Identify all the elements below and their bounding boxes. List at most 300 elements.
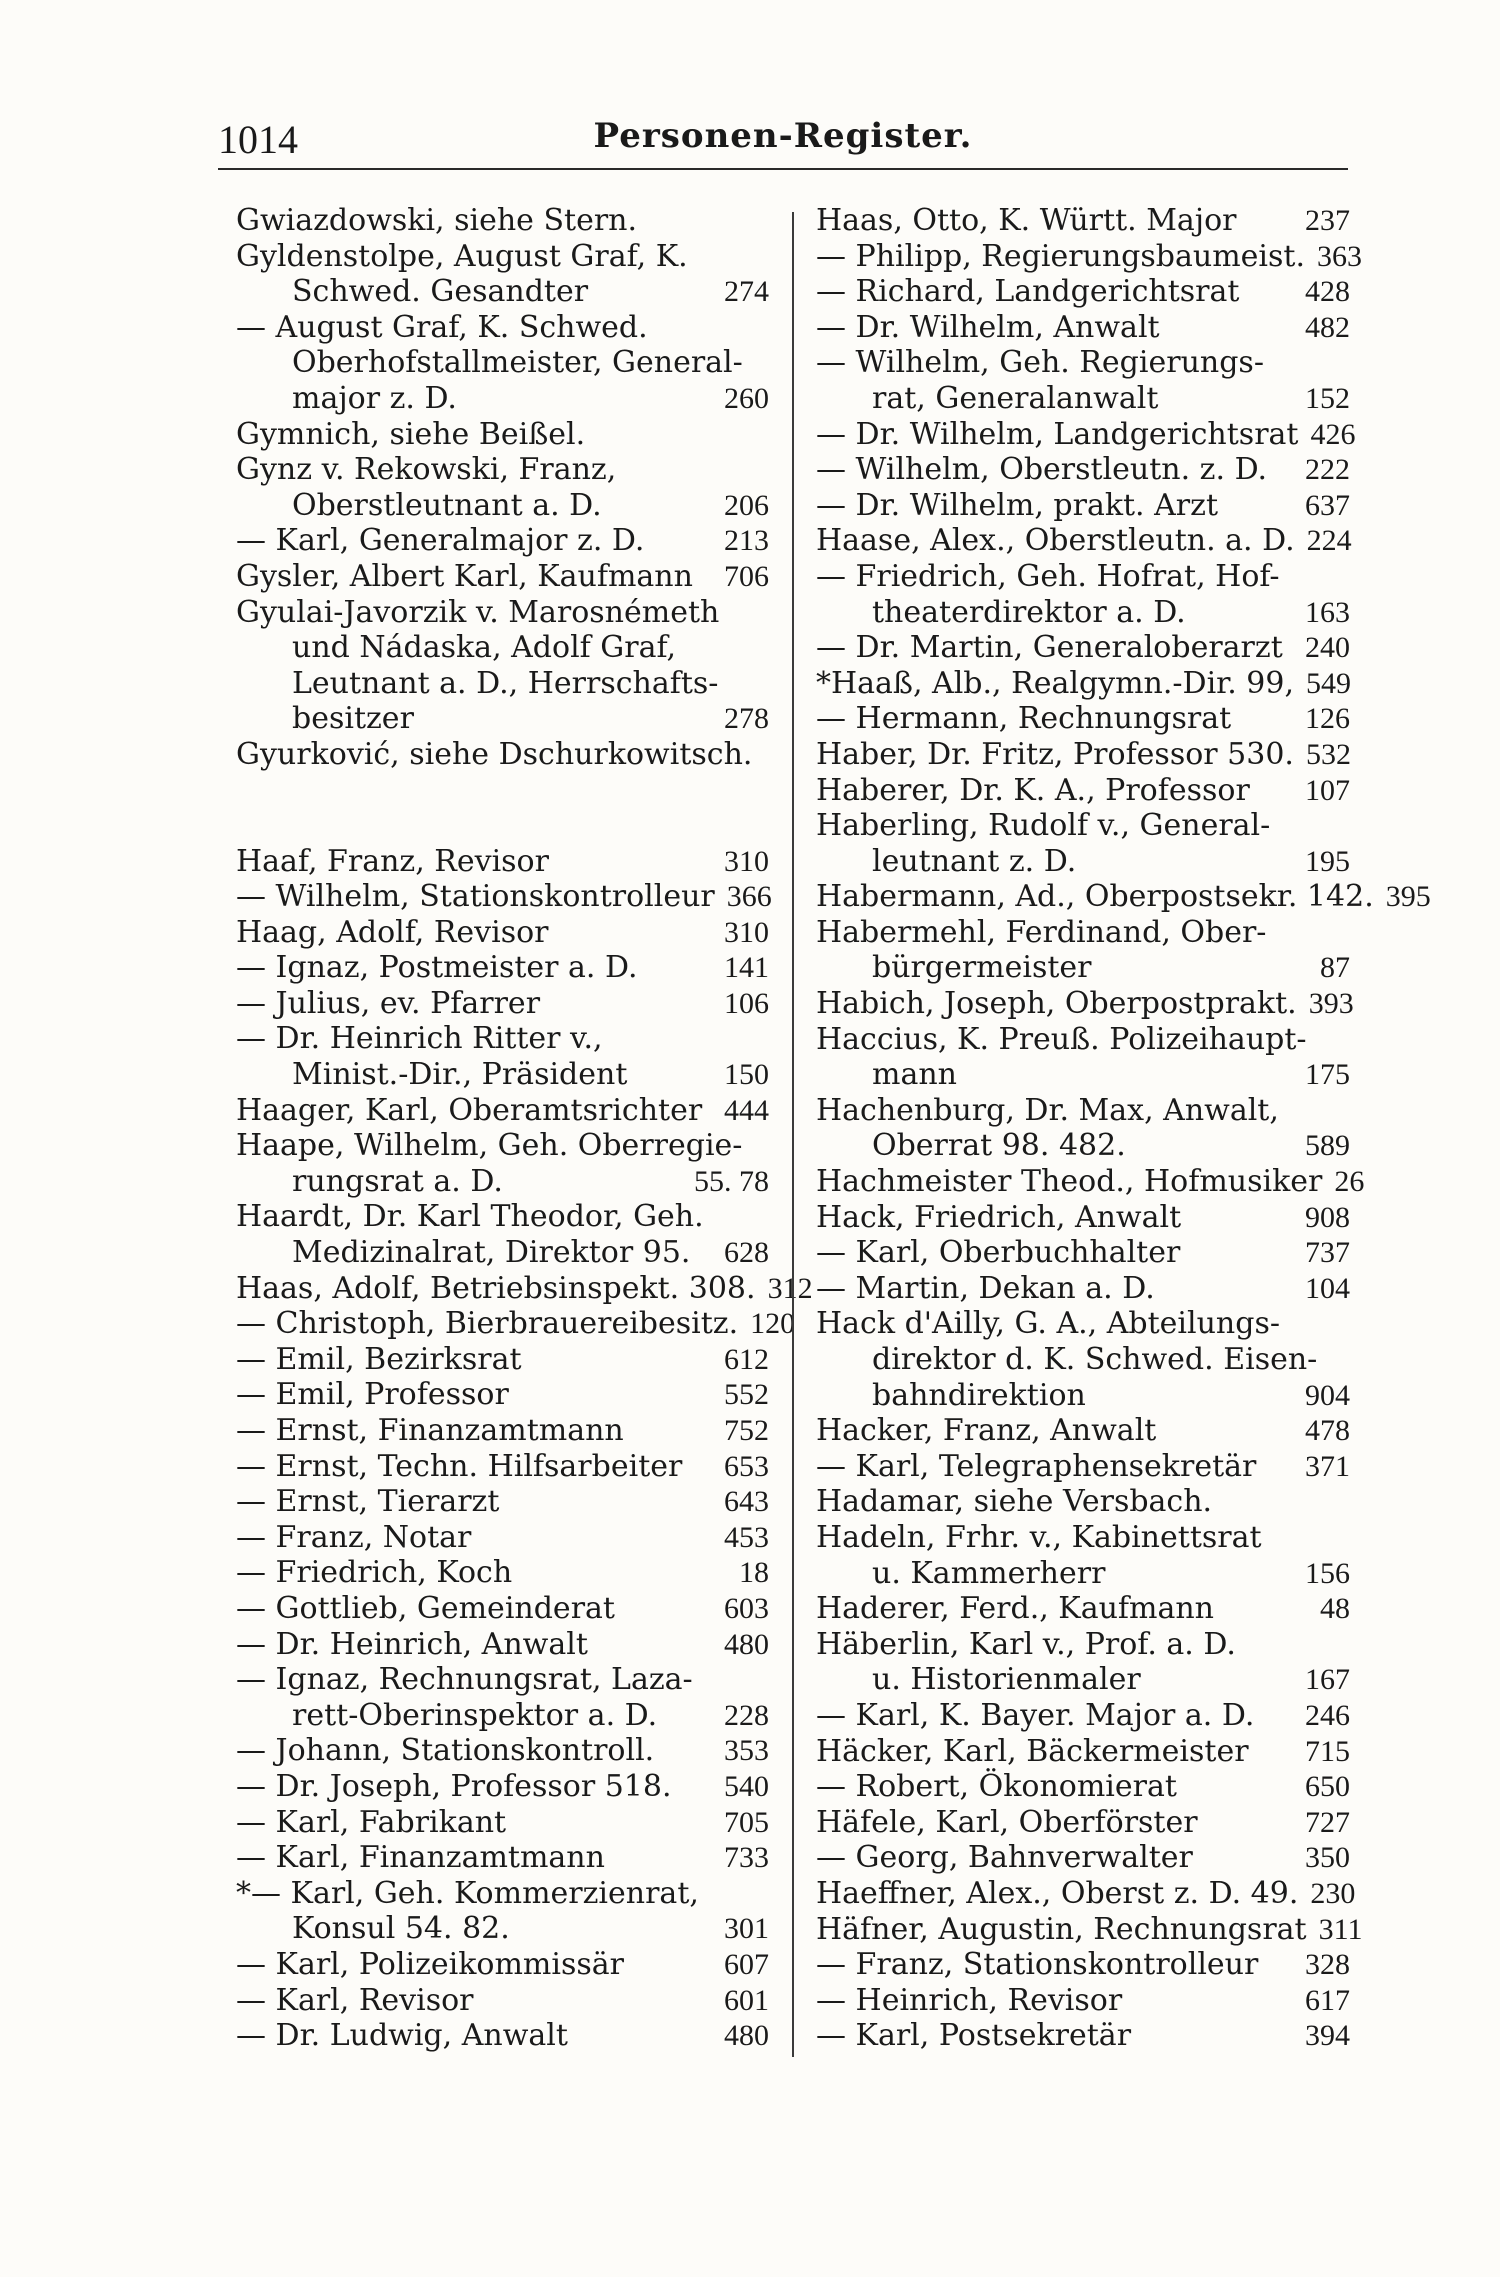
- entry-line: [816, 808, 1350, 844]
- entry-text: Hachmeister Theod., Hofmusiker: [816, 1164, 1323, 1200]
- page-reference: [757, 595, 769, 631]
- entry-text: Haardt, Dr. Karl Theodor, Geh.: [236, 1199, 704, 1235]
- entry-line: [816, 701, 1350, 737]
- index-entry: [236, 1306, 796, 1342]
- page-reference: [757, 1662, 769, 1698]
- index-entry: [816, 1734, 1350, 1770]
- entry-line: [816, 1734, 1350, 1770]
- entry-line: [816, 559, 1350, 595]
- index-entry: [816, 773, 1350, 809]
- entry-line: [816, 1947, 1350, 1983]
- page-reference: 104: [1305, 1271, 1350, 1305]
- page-reference: 366: [726, 880, 772, 914]
- entry-text: Haag, Adolf, Revisor: [236, 914, 549, 950]
- page-reference: 628: [724, 1236, 769, 1270]
- entry-text: Häberlin, Karl v., Prof. a. D.: [816, 1626, 1236, 1662]
- page-reference: [1338, 1306, 1350, 1342]
- entry-text: bahndirektion: [872, 1377, 1086, 1413]
- page-reference: 395: [1385, 880, 1431, 914]
- entry-line: [816, 1520, 1350, 1556]
- entry-line: [236, 203, 769, 239]
- page-reference: [1338, 559, 1350, 595]
- entry-continuation-line: [816, 844, 1350, 880]
- entry-text: — Hermann, Rechnungsrat: [816, 701, 1232, 737]
- entry-continuation-line: [816, 595, 1350, 631]
- page-reference: 26: [1334, 1165, 1365, 1199]
- entry-text: — Ignaz, Rechnungsrat, Laza-: [236, 1662, 693, 1698]
- entry-line: [816, 666, 1350, 702]
- index-entry: [816, 1271, 1350, 1307]
- index-entry: [236, 452, 769, 523]
- entry-text: Hadeln, Frhr. v., Kabinettsrat: [816, 1519, 1262, 1555]
- index-entry: [236, 844, 769, 880]
- index-entry: [816, 1591, 1350, 1627]
- page-reference: [1338, 1627, 1350, 1663]
- index-entry: [816, 488, 1350, 524]
- page-reference: 175: [1305, 1058, 1350, 1092]
- index-entry: [816, 523, 1350, 559]
- page-reference: [757, 417, 769, 453]
- index-entry: [816, 1306, 1350, 1413]
- entry-text: — Karl, Finanzamtmann: [236, 1840, 605, 1876]
- index-entry: [816, 1769, 1350, 1805]
- page-reference: 55. 78: [694, 1164, 769, 1198]
- page-reference: [1338, 1484, 1350, 1520]
- entry-text: — Ernst, Finanzamtmann: [236, 1413, 624, 1448]
- entry-text: — Dr. Heinrich, Anwalt: [236, 1626, 588, 1662]
- page-reference: [757, 666, 769, 702]
- entry-text: Oberrat 98. 482.: [872, 1128, 1126, 1164]
- index-entry: [816, 1983, 1350, 2019]
- index-entry: [236, 1876, 769, 1947]
- entry-text: Haeffner, Alex., Oberst z. D. 49.: [816, 1875, 1299, 1911]
- page-reference: 607: [724, 1947, 769, 1981]
- index-entry: [236, 1662, 769, 1733]
- entry-text: Hack d'Ailly, G. A., Abteilungs-: [816, 1306, 1280, 1342]
- entry-text: — Dr. Martin, Generaloberarzt: [816, 630, 1283, 666]
- page-reference: [757, 737, 769, 773]
- entry-text: Gyurković, siehe Dschurkowitsch.: [236, 736, 753, 772]
- index-entry: [236, 1199, 769, 1270]
- entry-text: besitzer: [292, 701, 414, 737]
- page-reference: 480: [724, 1627, 769, 1661]
- page-reference: 727: [1305, 1805, 1350, 1839]
- page-reference: 310: [724, 844, 769, 878]
- entry-line: [236, 1306, 796, 1342]
- page-reference: 106: [724, 986, 769, 1020]
- page-reference: 733: [724, 1841, 769, 1875]
- entry-text: direktor d. K. Schwed. Eisen-: [872, 1342, 1318, 1377]
- index-entry: [236, 1449, 769, 1485]
- entry-text: u. Kammerherr: [872, 1555, 1106, 1591]
- entry-text: Haape, Wilhelm, Geh. Oberregie-: [236, 1128, 743, 1164]
- page-reference: 705: [724, 1805, 769, 1839]
- index-entry: [236, 1983, 769, 2019]
- index-entry: [816, 1200, 1350, 1236]
- page-reference: 540: [724, 1769, 769, 1803]
- index-entry: [816, 274, 1350, 310]
- page-reference: 371: [1305, 1449, 1350, 1483]
- index-entry: [816, 879, 1431, 915]
- entry-text: Leutnant a. D., Herrschafts-: [292, 665, 719, 701]
- index-column-left: [236, 203, 813, 2054]
- entry-line: [236, 1413, 769, 1449]
- index-entry: [236, 986, 769, 1022]
- page-reference: 706: [724, 559, 769, 593]
- index-entry: [816, 345, 1350, 416]
- entry-text: Haas, Otto, K. Württ. Major: [816, 203, 1237, 238]
- index-entry: [236, 1769, 769, 1805]
- entry-continuation-line: [816, 950, 1350, 986]
- entry-line: [236, 2018, 769, 2054]
- index-entry: [816, 559, 1350, 630]
- entry-line: [816, 1840, 1350, 1876]
- page-reference: [757, 1876, 769, 1912]
- page-reference: 908: [1305, 1200, 1350, 1234]
- entry-line: [816, 1271, 1350, 1307]
- page-reference: 650: [1305, 1770, 1350, 1804]
- index-entry: [236, 1733, 769, 1769]
- entry-text: Habermann, Ad., Oberpostsekr. 142.: [816, 879, 1374, 915]
- page-reference: 603: [724, 1591, 769, 1625]
- entry-text: — Dr. Joseph, Professor 518.: [236, 1768, 672, 1804]
- entry-line: [816, 2018, 1350, 2054]
- index-entry: [816, 238, 1362, 275]
- index-entry: [816, 1449, 1350, 1485]
- entry-continuation-line: [816, 381, 1350, 417]
- entry-text: — Martin, Dekan a. D.: [816, 1270, 1155, 1306]
- entry-line: [816, 238, 1362, 275]
- entry-line: [816, 1769, 1350, 1805]
- page-reference: [757, 1021, 769, 1057]
- entry-text: Gysler, Albert Karl, Kaufmann: [236, 558, 693, 594]
- entry-text: Haberer, Dr. K. A., Professor: [816, 772, 1250, 808]
- entry-line: [236, 559, 769, 595]
- entry-line: [816, 1983, 1350, 2019]
- entry-line: [236, 1449, 769, 1485]
- entry-line: [236, 1093, 769, 1129]
- entry-text: — Karl, Telegraphensekretär: [816, 1448, 1257, 1484]
- index-entry: [816, 808, 1350, 879]
- index-column-right: [816, 203, 1431, 2054]
- entry-continuation-line: [236, 1164, 769, 1200]
- entry-text: Gyulai-Javorzik v. Marosnémeth: [236, 594, 720, 630]
- entry-line: [236, 1128, 769, 1164]
- entry-continuation-line: [816, 1057, 1350, 1093]
- entry-line: [816, 1591, 1350, 1627]
- entry-line: [236, 1662, 769, 1698]
- entry-line: [236, 1805, 769, 1841]
- index-entry: [816, 737, 1350, 773]
- page-reference: 643: [724, 1485, 769, 1519]
- index-entry: [816, 1627, 1350, 1698]
- entry-line: [816, 1449, 1350, 1485]
- index-entry: [236, 1093, 769, 1129]
- page-reference: 552: [724, 1378, 769, 1412]
- entry-text: — Karl, Polizeikommissär: [236, 1946, 624, 1982]
- page-number: 1014: [218, 117, 298, 162]
- entry-text: — Heinrich, Revisor: [816, 1982, 1123, 2018]
- index-entry: [236, 737, 769, 773]
- page-reference: 228: [724, 1698, 769, 1732]
- entry-text: — Philipp, Regierungsbaumeist.: [816, 238, 1305, 274]
- entry-line: [816, 986, 1354, 1022]
- entry-continuation-line: [236, 1698, 769, 1734]
- page-reference: 240: [1305, 631, 1350, 665]
- entry-text: — Dr. Heinrich Ritter v.,: [236, 1021, 603, 1057]
- page-reference: 653: [724, 1449, 769, 1483]
- index-entry: [236, 1947, 769, 1983]
- page-reference: 150: [724, 1058, 769, 1092]
- entry-line: [816, 1235, 1350, 1271]
- page-reference: [1338, 1520, 1350, 1556]
- entry-text: major z. D.: [292, 380, 457, 416]
- entry-line: [236, 1733, 769, 1769]
- page-reference: [1338, 915, 1350, 951]
- index-entry: [236, 915, 769, 951]
- index-entry: [816, 701, 1350, 737]
- page-reference: 213: [724, 524, 769, 558]
- entry-text: — Julius, ev. Pfarrer: [236, 985, 541, 1021]
- entry-text: — Franz, Notar: [236, 1519, 472, 1555]
- page-reference: [1338, 1093, 1350, 1129]
- page-reference: 260: [724, 381, 769, 415]
- page-reference: 478: [1305, 1414, 1350, 1448]
- page-reference: 394: [1305, 2019, 1350, 2053]
- page-reference: 601: [724, 1983, 769, 2017]
- index-entry: [236, 1021, 769, 1092]
- page-header: [218, 112, 1348, 170]
- entry-text: Haas, Adolf, Betriebsinspekt. 308.: [236, 1270, 756, 1306]
- index-entry: [816, 1022, 1350, 1093]
- entry-continuation-line: [236, 1911, 769, 1947]
- entry-text: Minist.-Dir., Präsident: [292, 1057, 628, 1093]
- page-reference: 612: [724, 1342, 769, 1376]
- entry-line: [816, 274, 1350, 310]
- entry-line: [816, 203, 1350, 239]
- page-reference: 126: [1305, 702, 1350, 736]
- entry-line: [816, 879, 1431, 915]
- entry-line: [236, 950, 769, 986]
- entry-line: [816, 1484, 1350, 1520]
- entry-text: bürgermeister: [872, 950, 1092, 986]
- page-reference: [757, 630, 769, 666]
- page-reference: 163: [1305, 595, 1350, 629]
- page-reference: [1338, 1022, 1350, 1058]
- index-entry: [236, 1520, 769, 1556]
- entry-text: Gymnich, siehe Beißel.: [236, 416, 586, 452]
- entry-text: — Karl, Postsekretär: [816, 2018, 1132, 2054]
- entry-continuation-line: [816, 1662, 1350, 1698]
- entry-text: — Dr. Wilhelm, Anwalt: [816, 309, 1160, 345]
- index-entry: [236, 1128, 769, 1199]
- entry-continuation-line: [236, 1057, 769, 1093]
- entry-text: — Wilhelm, Oberstleutn. z. D.: [816, 452, 1268, 488]
- entry-text: — Wilhelm, Geh. Regierungs-: [816, 345, 1264, 381]
- entry-continuation-line: [236, 666, 769, 702]
- entry-line: [236, 417, 769, 453]
- index-entry: [236, 310, 769, 417]
- entry-continuation-line: [236, 701, 769, 737]
- entry-line: [236, 1627, 769, 1663]
- index-entry: [236, 1377, 769, 1413]
- index-entry: [236, 950, 769, 986]
- entry-text: theaterdirektor a. D.: [872, 594, 1186, 630]
- entry-text: — Dr. Wilhelm, Landgerichtsrat: [816, 416, 1299, 452]
- entry-line: [236, 310, 769, 346]
- index-entry: [236, 1805, 769, 1841]
- entry-line: [816, 1805, 1350, 1841]
- page-reference: 637: [1305, 488, 1350, 522]
- index-entry: [236, 559, 769, 595]
- page-reference: 237: [1305, 204, 1350, 237]
- index-entry: [816, 310, 1350, 346]
- page-reference: 480: [724, 2019, 769, 2053]
- index-entry: [816, 1698, 1350, 1734]
- index-entry: [816, 915, 1350, 986]
- entry-line: [816, 452, 1350, 488]
- page-title: Personen-Register.: [593, 116, 973, 156]
- index-entry: [816, 1235, 1350, 1271]
- entry-text: — Emil, Bezirksrat: [236, 1341, 522, 1377]
- page-reference: 752: [724, 1414, 769, 1447]
- index-entry: [816, 1413, 1350, 1449]
- index-entry: [816, 1093, 1350, 1164]
- entry-line: [816, 1698, 1350, 1734]
- entry-text: — Dr. Ludwig, Anwalt: [236, 2018, 568, 2054]
- entry-text: Häfele, Karl, Oberförster: [816, 1804, 1198, 1840]
- entry-line: [236, 1876, 769, 1912]
- page-reference: 246: [1305, 1698, 1350, 1732]
- page-reference: 363: [1316, 239, 1362, 273]
- index-entry: [236, 2018, 769, 2054]
- entry-text: Haaf, Franz, Revisor: [236, 843, 549, 879]
- entry-text: Häcker, Karl, Bäckermeister: [816, 1733, 1249, 1769]
- page-reference: 274: [724, 275, 769, 309]
- entry-line: [236, 1769, 769, 1805]
- page-reference: 195: [1305, 844, 1350, 878]
- entry-line: [816, 1911, 1363, 1948]
- entry-line: [816, 1306, 1350, 1342]
- index-entry: [816, 203, 1350, 239]
- entry-line: [236, 915, 769, 951]
- entry-line: [236, 1983, 769, 2019]
- entry-line: [816, 1022, 1350, 1058]
- page-reference: 904: [1305, 1378, 1350, 1412]
- index-entry: [816, 1911, 1363, 1948]
- entry-text: *Haaß, Alb., Realgymn.-Dir. 99,: [816, 665, 1295, 701]
- entry-text: rungsrat a. D.: [292, 1163, 503, 1199]
- entry-text: und Nádaska, Adolf Graf,: [292, 630, 677, 666]
- entry-line: [236, 1021, 769, 1057]
- index-entry: [236, 1342, 769, 1378]
- page-reference: 311: [1318, 1912, 1363, 1946]
- entry-line: [236, 1270, 813, 1307]
- entry-line: [236, 1555, 769, 1591]
- page-reference: 230: [1310, 1876, 1356, 1910]
- page-reference: 156: [1305, 1556, 1350, 1590]
- entry-line: [816, 1413, 1350, 1449]
- page-reference: 18: [739, 1556, 769, 1590]
- entry-continuation-line: [236, 381, 769, 417]
- entry-text: Haberling, Rudolf v., General-: [816, 808, 1271, 844]
- entry-line: [236, 737, 769, 773]
- page-reference: 48: [1320, 1592, 1350, 1626]
- entry-line: [236, 1520, 769, 1556]
- page-reference: 549: [1306, 666, 1352, 700]
- index-entry: [236, 1627, 769, 1663]
- entry-line: [816, 523, 1350, 559]
- page-reference: 737: [1305, 1236, 1350, 1270]
- entry-continuation-line: [236, 1235, 769, 1271]
- index-entry: [236, 1591, 769, 1627]
- entry-line: [236, 1591, 769, 1627]
- entry-line: [816, 345, 1350, 381]
- entry-line: [816, 737, 1350, 773]
- index-entry: [236, 1413, 769, 1449]
- entry-text: — Karl, Fabrikant: [236, 1804, 507, 1840]
- entry-line: [236, 523, 769, 559]
- entry-text: — Franz, Stationskontrolleur: [816, 1947, 1259, 1983]
- entry-text: Gyldenstolpe, August Graf, K.: [236, 238, 688, 274]
- index-entry: [816, 1520, 1350, 1591]
- page-reference: 141: [724, 951, 769, 985]
- entry-line: [236, 1199, 769, 1235]
- page-reference: 167: [1305, 1663, 1350, 1697]
- entry-text: — Johann, Stationskontroll.: [236, 1733, 655, 1769]
- page-reference: 206: [724, 488, 769, 522]
- index-entry: [816, 1484, 1350, 1520]
- entry-text: — August Graf, K. Schwed.: [236, 309, 648, 345]
- entry-line: [816, 1200, 1350, 1236]
- entry-text: — Karl, Generalmajor z. D.: [236, 523, 645, 559]
- page-reference: 353: [724, 1734, 769, 1768]
- entry-text: Hacker, Franz, Anwalt: [816, 1413, 1157, 1449]
- index-entry: [236, 523, 769, 559]
- entry-continuation-line: [816, 1342, 1350, 1378]
- page-reference: [757, 345, 769, 381]
- entry-text: — Wilhelm, Stationskontrolleur: [236, 879, 715, 915]
- page-reference: 617: [1305, 1983, 1350, 2017]
- index-entry: [816, 1164, 1365, 1200]
- entry-continuation-line: [236, 345, 769, 381]
- entry-text: Hachenburg, Dr. Max, Anwalt,: [816, 1092, 1279, 1128]
- index-entry: [816, 416, 1356, 453]
- page-reference: 393: [1308, 987, 1354, 1021]
- index-entry: [236, 239, 769, 310]
- entry-text: Häfner, Augustin, Rechnungsrat: [816, 1911, 1307, 1947]
- entry-text: — Ernst, Tierarzt: [236, 1484, 500, 1520]
- index-entry: [236, 1270, 813, 1307]
- entry-text: — Christoph, Bierbrauereibesitz.: [236, 1306, 739, 1342]
- page-reference: 482: [1305, 310, 1350, 344]
- entry-continuation-line: [816, 1556, 1350, 1592]
- page-reference: 312: [767, 1271, 813, 1305]
- page-reference: 222: [1305, 453, 1350, 487]
- index-entry: [816, 452, 1350, 488]
- entry-text: leutnant z. D.: [872, 843, 1077, 879]
- index-entry: [816, 2018, 1350, 2054]
- entry-text: Haase, Alex., Oberstleutn. a. D.: [816, 523, 1295, 559]
- page-reference: [757, 1128, 769, 1164]
- entry-text: — Karl, Revisor: [236, 1982, 474, 2018]
- entry-continuation-line: [236, 488, 769, 524]
- entry-line: [816, 1164, 1365, 1200]
- page-reference: 224: [1306, 524, 1352, 558]
- entry-text: Medizinalrat, Direktor 95.: [292, 1235, 691, 1271]
- entry-line: [236, 879, 772, 915]
- entry-text: Konsul 54. 82.: [292, 1911, 510, 1947]
